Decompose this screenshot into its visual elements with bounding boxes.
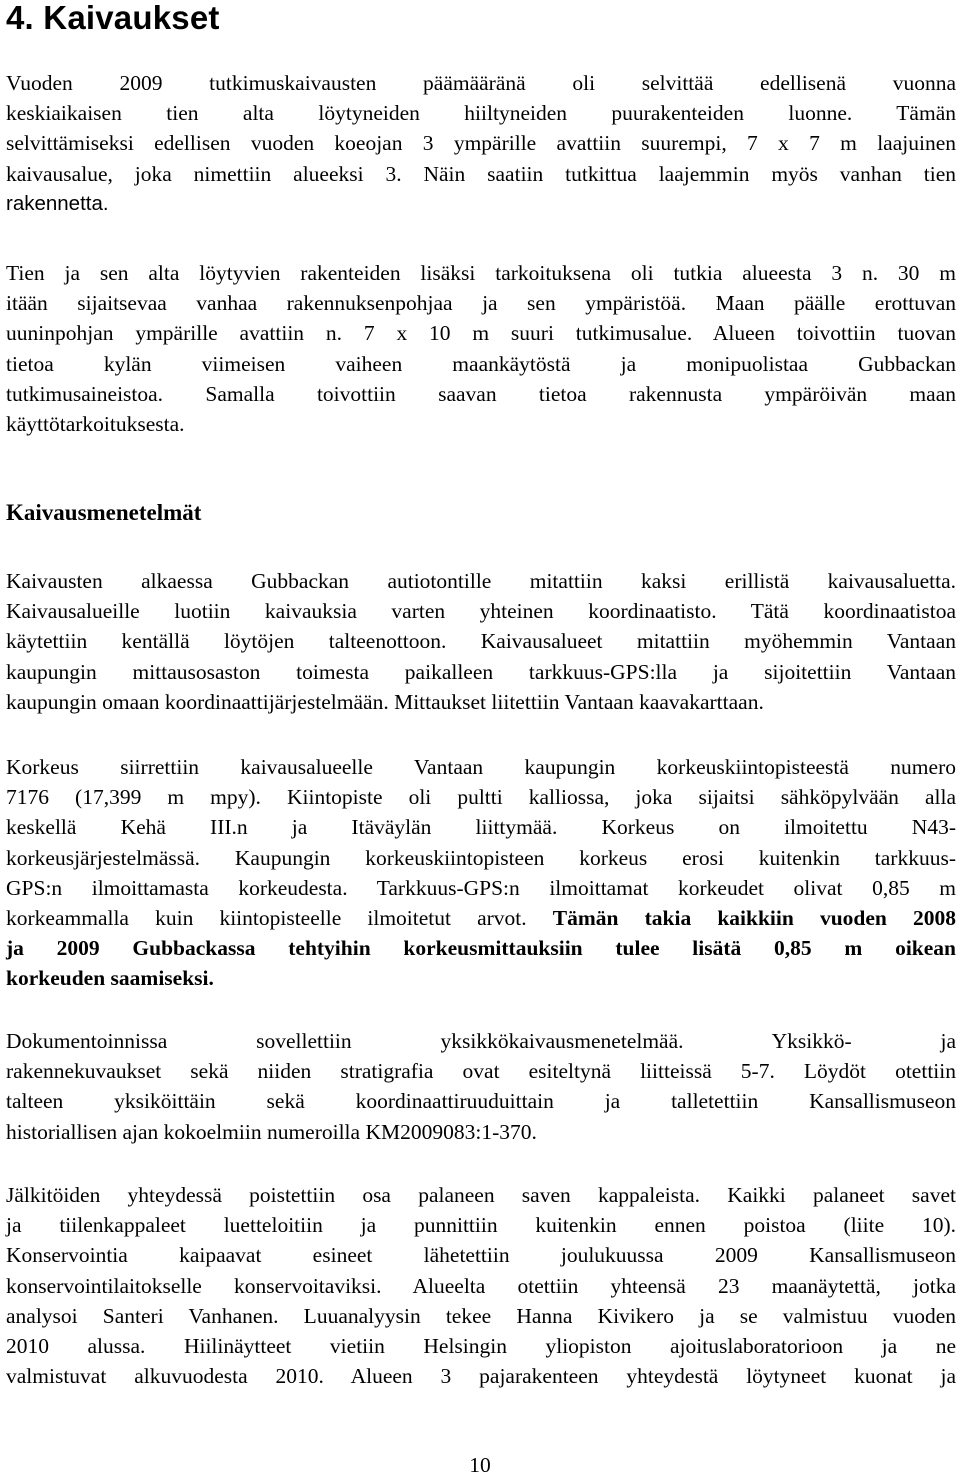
text-line: ja tiilenkappaleet luetteloitiin ja punnittiin kuitenkin ennen poistoa (liite 10). bbox=[6, 1213, 956, 1238]
text-line: Kaivausalueille luotiin kaivauksia varten yhteinen koordinaatisto. Tätä koordinaatistoa bbox=[6, 599, 956, 624]
text-line: itään sijaitsevaa vanhaa rakennuksenpohjaa ja sen ympäristöä. Maan päälle erottuvan bbox=[6, 291, 956, 316]
text-line: keskellä Kehä III.n ja Itäväylän liittymää. Korkeus on ilmoitettu N43- bbox=[6, 815, 956, 840]
bold-emphasis: Tämän takia kaikkiin vuoden 2008 bbox=[552, 905, 956, 930]
section-heading: 4. Kaivaukset bbox=[6, 0, 220, 36]
text-line: Jälkitöiden yhteydessä poistettiin osa palaneen saven kappaleista. Kaikki palaneet savet bbox=[6, 1183, 956, 1207]
text-line: rakennekuvaukset sekä niiden stratigrafia ovat esiteltynä liitteissä 5-7. Löydöt otettiin bbox=[6, 1059, 956, 1084]
paragraph-5 bbox=[6, 1026, 956, 1147]
subsection-heading: Kaivausmenetelmät bbox=[6, 500, 202, 525]
text-line: Konservointia kaipaavat esineet lähetettiin joulukuussa 2009 Kansallismuseon bbox=[6, 1243, 956, 1268]
text-line: Dokumentoinnissa sovellettiin yksikkökaivausmenetelmää. Yksikkö- ja bbox=[6, 1029, 956, 1053]
text-line: GPS:n ilmoittamasta korkeudesta. Tarkkuus-GPS:n ilmoittamat korkeudet olivat 0,85 m bbox=[6, 875, 956, 900]
text-line: uuninpohjan ympärille avattiin n. 7 x 10 m suuri tutkimusalue. Alueen toivottiin tuovan bbox=[6, 321, 956, 346]
text-line: kaupungin omaan koordinaattijärjestelmään. Mittaukset liitettiin Vantaan kaavakarttaan. bbox=[6, 689, 764, 714]
text-run: korkeammalla kuin kiintopisteelle ilmoitetut arvot. bbox=[6, 905, 553, 930]
text-line: valmistuvat alkuvuodesta 2010. Alueen 3 pajarakenteen yhteydestä löytyneet kuonat ja bbox=[6, 1364, 956, 1389]
paragraph-2 bbox=[6, 258, 956, 439]
text-line: analysoi Santeri Vanhanen. Luuanalyysin tekee Hanna Kivikero ja se valmistuu vuoden bbox=[6, 1303, 956, 1328]
text-line: tietoa kylän viimeisen vaiheen maankäytöstä ja monipuolistaa Gubbackan bbox=[6, 351, 956, 376]
text-line: korkeusjärjestelmässä. Kaupungin korkeuskiintopisteen korkeus erosi kuitenkin tarkkuus- bbox=[6, 845, 956, 870]
paragraph-1 bbox=[6, 68, 956, 219]
text-line: talteen yksiköittäin sekä koordinaattiruuduittain ja talletettiin Kansallismuseon bbox=[6, 1089, 956, 1114]
paragraph-4 bbox=[6, 752, 956, 994]
text-line: kaupungin mittausosaston toimesta paikalleen tarkkuus-GPS:lla ja sijoitettiin Vantaan bbox=[6, 659, 956, 684]
text-line: keskiaikaisen tien alta löytyneiden hiiltyneiden puurakenteiden luonne. Tämän bbox=[6, 101, 956, 126]
text-line: tutkimusaineistoa. Samalla toivottiin saavan tietoa rakennusta ympäröivän maan bbox=[6, 381, 956, 406]
text-line: Kaivausten alkaessa Gubbackan autiotontille mitattiin kaksi erillistä kaivausaluetta. bbox=[6, 569, 956, 593]
text-line: historiallisen ajan kokoelmiin numeroilla KM2009083:1-370. bbox=[6, 1119, 537, 1144]
bold-text-line: ja 2009 Gubbackassa tehtyihin korkeusmittauksiin tulee lisätä 0,85 m oikean bbox=[6, 936, 956, 961]
text-line: käyttötarkoituksesta. bbox=[6, 411, 185, 436]
paragraph-6 bbox=[6, 1180, 956, 1391]
text-line: Korkeus siirrettiin kaivausalueelle Vantaan kaupungin korkeuskiintopisteestä numero bbox=[6, 755, 956, 779]
text-line: konservointilaitokselle konservoitaviksi. Alueelta otettiin yhteensä 23 maanäytettä, jotka bbox=[6, 1273, 956, 1298]
text-line: käytettiin kentällä löytöjen talteenottoon. Kaivausalueet mitattiin myöhemmin Vantaan bbox=[6, 629, 956, 654]
paragraph-3 bbox=[6, 566, 956, 717]
text-line-mixed bbox=[6, 903, 956, 933]
text-line: 2010 alussa. Hiilinäytteet vietiin Helsingin yliopiston ajoituslaboratorioon ja ne bbox=[6, 1333, 956, 1358]
text-line: Tien ja sen alta löytyvien rakenteiden lisäksi tarkoituksena oli tutkia alueesta 3 n. 30 m bbox=[6, 261, 956, 285]
text-line: 7176 (17,399 m mpy). Kiintopiste oli pultti kalliossa, joka sijaitsi sähköpylvään alla bbox=[6, 785, 956, 810]
text-line: kaivausalue, joka nimettiin alueeksi 3. Näin saatiin tutkittua laajemmin myös vanhan tien bbox=[6, 161, 956, 186]
bold-text-line: korkeuden saamiseksi. bbox=[6, 966, 214, 991]
page-number: 10 bbox=[469, 1453, 491, 1477]
text-line: rakennetta. bbox=[6, 191, 109, 215]
text-line: Vuoden 2009 tutkimuskaivausten päämääränä oli selvittää edellisenä vuonna bbox=[6, 71, 956, 95]
text-line: selvittämiseksi edellisen vuoden koeojan 3 ympärille avattiin suurempi, 7 x 7 m laajuinen bbox=[6, 131, 956, 156]
